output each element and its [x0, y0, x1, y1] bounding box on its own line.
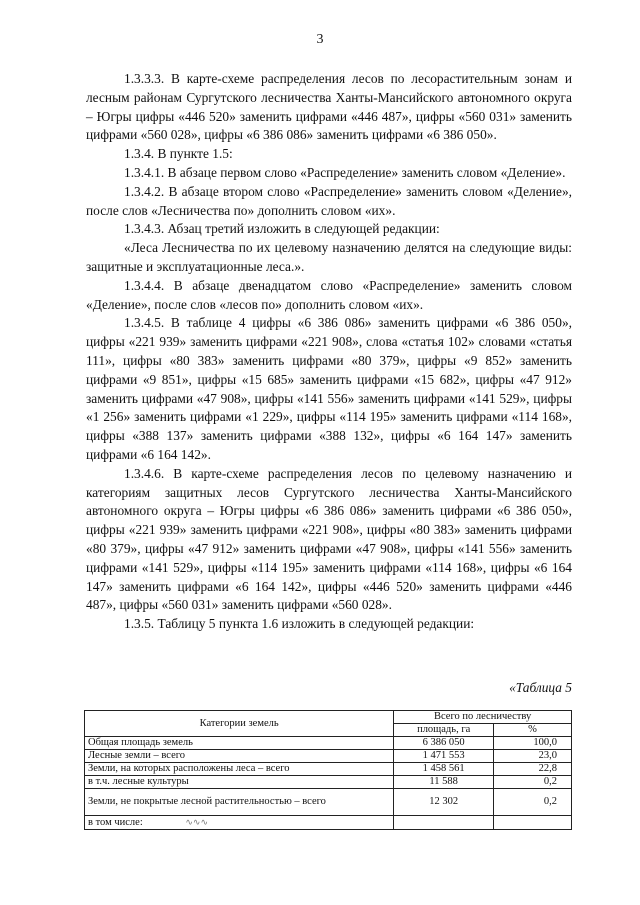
- row-area: 12 302: [394, 789, 494, 816]
- row-pct: 0,2: [494, 776, 572, 789]
- scribble-mark: ∿∿∿: [185, 817, 208, 827]
- row-area: 11 588: [394, 776, 494, 789]
- paragraph-quote: «Леса Лесничества по их целевому назначению делятся на следующие виды: защитные и эксплуатационные леса.».: [86, 240, 572, 274]
- paragraph-1-3-4-1: 1.3.4.1. В абзаце первом слово «Распределение» заменить словом «Деление».: [124, 164, 566, 180]
- table-title: «Таблица 5: [509, 680, 572, 695]
- row-pct: 22,8: [494, 763, 572, 776]
- paragraph-1-3-4-3: 1.3.4.3. Абзац третий изложить в следующей редакции:: [124, 221, 440, 237]
- row-area: 1 471 553: [394, 750, 494, 763]
- table-row: [85, 789, 572, 816]
- row-pct: 100,0: [494, 737, 572, 750]
- row-area: 1 458 561: [394, 763, 494, 776]
- table-row: [85, 737, 572, 750]
- row-label: [85, 816, 394, 830]
- header-category: Категории земель: [85, 711, 394, 737]
- row-label: Земли, на которых расположены леса – всего: [85, 763, 394, 776]
- row-pct: 23,0: [494, 750, 572, 763]
- row-area: 6 386 050: [394, 737, 494, 750]
- paragraph-1-3-4: 1.3.4. В пункте 1.5:: [124, 146, 233, 162]
- row-label: в т.ч. лесные культуры: [85, 776, 394, 789]
- table-row: [85, 776, 572, 789]
- document-body: [86, 70, 572, 634]
- page-number: 3: [316, 32, 324, 47]
- paragraph-1-3-4-2: 1.3.4.2. В абзаце втором слово «Распределение» заменить словом «Деление», после слов «Лесничества по» дополнить словом «их».: [86, 183, 572, 218]
- row-area: [394, 816, 494, 830]
- paragraph-1-3-4-4: 1.3.4.4. В абзаце двенадцатом слово «Распределение» заменить словом «Деление», после слов «лесов по» дополнить словом «их».: [86, 277, 572, 312]
- table-row: [85, 816, 572, 830]
- header-area: площадь, га: [394, 724, 494, 737]
- header-pct: %: [494, 724, 572, 737]
- header-group: Всего по лесничеству: [394, 711, 572, 724]
- paragraph-1-3-5: 1.3.5. Таблицу 5 пункта 1.6 изложить в следующей редакции:: [124, 616, 475, 632]
- row-label: Общая площадь земель: [85, 737, 394, 750]
- row-label: Земли, не покрытые лесной растительностью – всего: [85, 789, 394, 816]
- paragraph-1-3-4-5: 1.3.4.5. В таблице 4 цифры «6 386 086» заменить цифрами «6 386 050», цифры «221 939» заменить цифрами «221 908», слова «статья 102» словами «статья 111», цифры «80 383» заменить цифрами «80 379», цифры «9 852» заменить цифрами «9 851», цифры «15 685» заменить цифрами «15 682», цифры «47 912» заменить цифрами «47 908», цифры «141 556» заменить цифрами «141 529», цифры «1 256» заменить цифрами «1 229», цифры «114 195» заменить цифрами «114 168», цифры «388 137» заменить цифрами «388 132», цифры «6 164 147» заменить цифрами «6 164 142».: [86, 315, 572, 462]
- row-label: Лесные земли – всего: [85, 750, 394, 763]
- table-header-row: [85, 711, 572, 724]
- row-pct: [494, 816, 572, 830]
- land-categories-table: [84, 710, 572, 830]
- paragraph-1-3-3-3: 1.3.3.3. В карте-схеме распределения лесов по лесорастительным зонам и лесным районам Сургутского лесничества Ханты-Мансийского автономного округа – Югры цифры «446 520» заменить цифрами «446 487», цифры «560 031» заменить цифрами «560 028», цифры «6 386 086» заменить цифрами «6 386 050».: [86, 71, 572, 143]
- table-row: [85, 763, 572, 776]
- row-label-text: в том числе:: [88, 817, 143, 828]
- table-row: [85, 750, 572, 763]
- paragraph-1-3-4-6: 1.3.4.6. В карте-схеме распределения лесов по целевому назначению и категориям защитных лесов Сургутского лесничества Ханты-Мансийского автономного округа – Югры цифры «6 386 086» заменить цифрами «6 386 050», цифры «221 939» заменить цифрами «221 908», цифры «80 383» заменить цифрами «80 379», цифры «47 912» заменить цифрами «47 908», цифры «141 556» заменить цифрами «141 529», цифры «114 195» заменить цифрами «114 168», цифры «6 164 147» заменить цифрами «6 164 142», цифры «446 520» заменить цифрами «446 487», цифры «560 031» заменить цифрами «560 028».: [86, 465, 572, 613]
- row-pct: 0,2: [494, 789, 572, 816]
